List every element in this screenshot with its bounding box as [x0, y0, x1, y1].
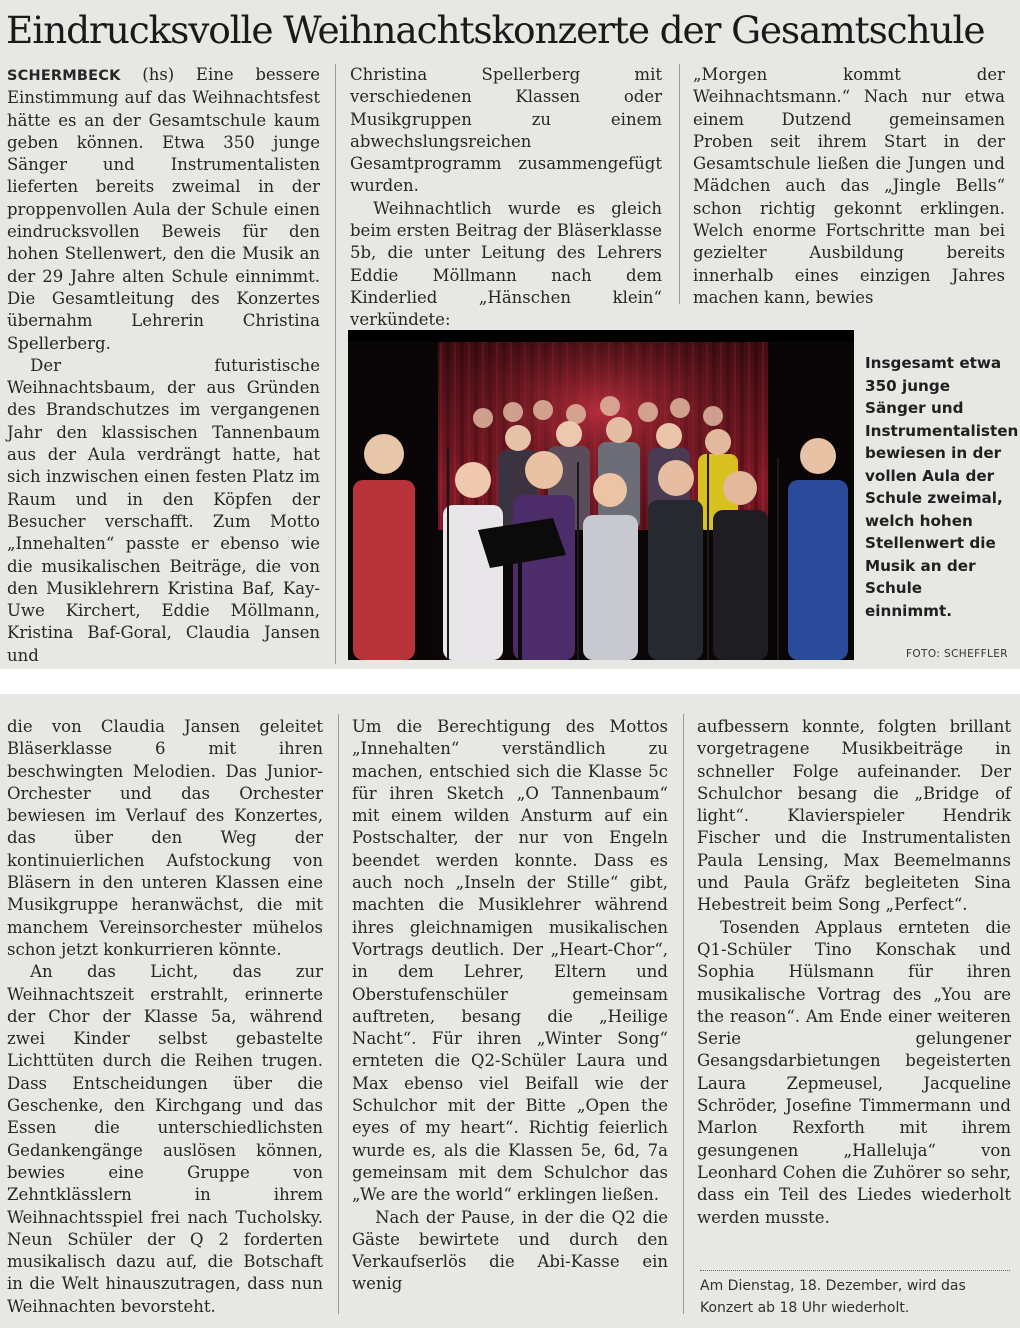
column-6: [697, 716, 1011, 1266]
column-1: [7, 64, 320, 668]
paragraph: aufbessern konnte, folgten brillant vorgetragene Musikbeiträge in schneller Folge aufeinander. Der Schulchor besang die „Bridge of light“. Klavierspieler Hendrik Fischer und die Instrumentalisten Paula Lensing, Max Beemelmanns und Paula Gräfz begleiteten Sina Hebestreit beim Song „Perfect“.: [697, 717, 1011, 915]
paragraph: „Morgen kommt der Weihnachtsmann.“ Nach nur etwa einem Dutzend gemeinsamen Proben seit ihrem Start in der Gesamtschule ließen die Jungen und Mädchen auch das „Jingle Bells“ schon richtig gekonnt erklingen. Welch enorme Fortschritte man bei gezielter Ausbildung bereits innerhalb eines einzigen Jahres machen kann, bewies: [693, 65, 1005, 307]
column-divider: [683, 714, 684, 1314]
column-divider: [679, 64, 680, 304]
paragraph: Um die Berechtigung des Mottos „Innehalten“ verständlich zu machen, entschied sich die Klasse 5c für ihren Sketch „O Tannenbaum“ mit einem wilden Ansturm auf ein Postschalter, der nur von Engeln beendet werden konnte. Dass es auch noch „Inseln der Stille“ gibt, machten die Musiklehrer während ihres gleichnamigen musikalischen Vortrags deutlich. Der „Heart-Chor“, in dem Lehrer, Eltern und Oberstufenschüler gemeinsam auftreten, besang die „Heilige Nacht“. Für ihren „Winter Song“ ernteten die Q2-Schüler Laura und Max ebenso viel Beifall wie der Schulchor mit der Bitte „Open the eyes of my heart“. Richtig feierlich wurde es, als die Klassen 5e, 6d, 7a gemeinsam mit dem Schulchor das „We are the world“ erklingen ließen.: [352, 717, 668, 1205]
paragraph: Der futuristische Weihnachtsbaum, der aus Gründen des Brandschutzes im vergangenen Jahr den klassischen Tannenbaum aus der Aula verdrängt hatte, hat sich inzwischen einen festen Platz im Raum und in den Köpfen der Besucher verschafft. Zum Motto „Innehalten“ passte er ebenso wie die musikalischen Beiträge, die von den Musiklehrern Kristina Baf, Kay-Uwe Kirchert, Eddie Möllmann, Kristina Baf-Goral, Claudia Jansen und: [7, 355, 320, 665]
paragraph: die von Claudia Jansen geleitet Bläserklasse 6 mit ihren beschwingten Melodien. Das Junior-Orchester und das Orchester bewiesen im Verlauf des Konzertes, das über den Weg der kontinuierlichen Aufstockung von Bläsern in den unteren Klassen eine Musikgruppe heranwächst, die mit manchem Vereinsorchester mühelos schon jetzt konkurrieren könnte.: [7, 717, 323, 959]
paragraph: Weihnachtlich wurde es gleich beim ersten Beitrag der Bläserklasse 5b, die unter Leitung des Lehrers Eddie Möllmann nach dem Kinderlied „Hänschen klein“ verkündete:: [350, 198, 662, 330]
photo-credit: FOTO: SCHEFFLER: [905, 648, 1008, 660]
concert-repeat-note: Am Dienstag, 18. Dezember, wird das Konzert ab 18 Uhr wiederholt.: [700, 1278, 966, 1316]
column-5: [352, 716, 668, 1321]
dateline: SCHERMBECK: [7, 68, 121, 84]
paragraph: Christina Spellerberg mit verschiedenen Klassen oder Musikgruppen zu einem abwechslungsreichen Gesamtprogramm zusammengefügt wurden.: [350, 65, 662, 196]
article-clipping-bottom: [0, 694, 1020, 1328]
paragraph: An das Licht, das zur Weihnachtszeit erstrahlt, erinnerte der Chor der Klasse 5a, während zwei Kinder selbst gebastelte Lichttüten durch die Reihen trugen. Dass Entscheidungen über die Geschenke, den Kirchgang und das Essen die unterschiedlichsten Gedankengänge auslösen können, bewies eine Gruppe von Zehntklässlern in ihrem Weihnachtsspiel frei nach Tucholsky. Neun Schüler der Q 2 forderten musikalisch dazu auf, die Botschaft in die Welt hinauszutragen, dass nun Weihnachten bevorsteht.: [7, 962, 323, 1316]
headline: Eindrucksvolle Weihnachtskonzerte der Gesamtschule: [6, 8, 985, 52]
choir-photo-illustration: [348, 330, 854, 660]
paragraph: [7, 64, 320, 355]
column-divider: [335, 64, 336, 664]
photo-caption: Insgesamt etwa 350 junge Sänger und Instrumentalisten bewiesen in der vollen Aula der Schule zweimal, welch hohen Stellenwert die Musik an der Schule einnimmt.: [865, 354, 1019, 620]
column-4: [7, 716, 323, 1321]
paragraph: Tosenden Applaus ernteten die Q1-Schüler Tino Konschak und Sophia Hülsmann für ihren musikalische Vortrag des „You are the reason“. Am Ende einer weiteren Serie gelungener Gesangsdarbietungen begeisterten Laura Zepmeusel, Jacqueline Schröder, Josefine Timmermann und Marlon Rexforth mit ihrem gesungenen „Halleluja“ von Leonhard Cohen die Zuhörer so sehr, dass ein Teil des Liedes wiederholt werden musste.: [697, 917, 1011, 1227]
concert-photo: [348, 330, 854, 660]
column-divider: [338, 714, 339, 1314]
note-divider: [700, 1270, 1010, 1271]
paragraph-text: (hs) Eine bessere Einstimmung auf das Weihnachtsfest hätte es an der Gesamtschule kaum geben können. Etwa 350 junge Sänger und Instrumentalisten lieferten bereits zweimal in der proppenvollen Aula der Schule einen eindrucksvollen Beweis für den hohen Stellenwert, den die Musik an der 29 Jahre alten Schule einnimmt. Die Gesamtleitung des Konzertes übernahm Lehrerin Christina Spellerberg.: [7, 65, 321, 353]
paragraph: Nach der Pause, in der die Q2 die Gäste bewirtete und durch den Verkaufserlös die Abi-Kasse ein wenig: [352, 1207, 668, 1294]
column-3: [693, 64, 1005, 307]
column-2: [350, 64, 662, 330]
